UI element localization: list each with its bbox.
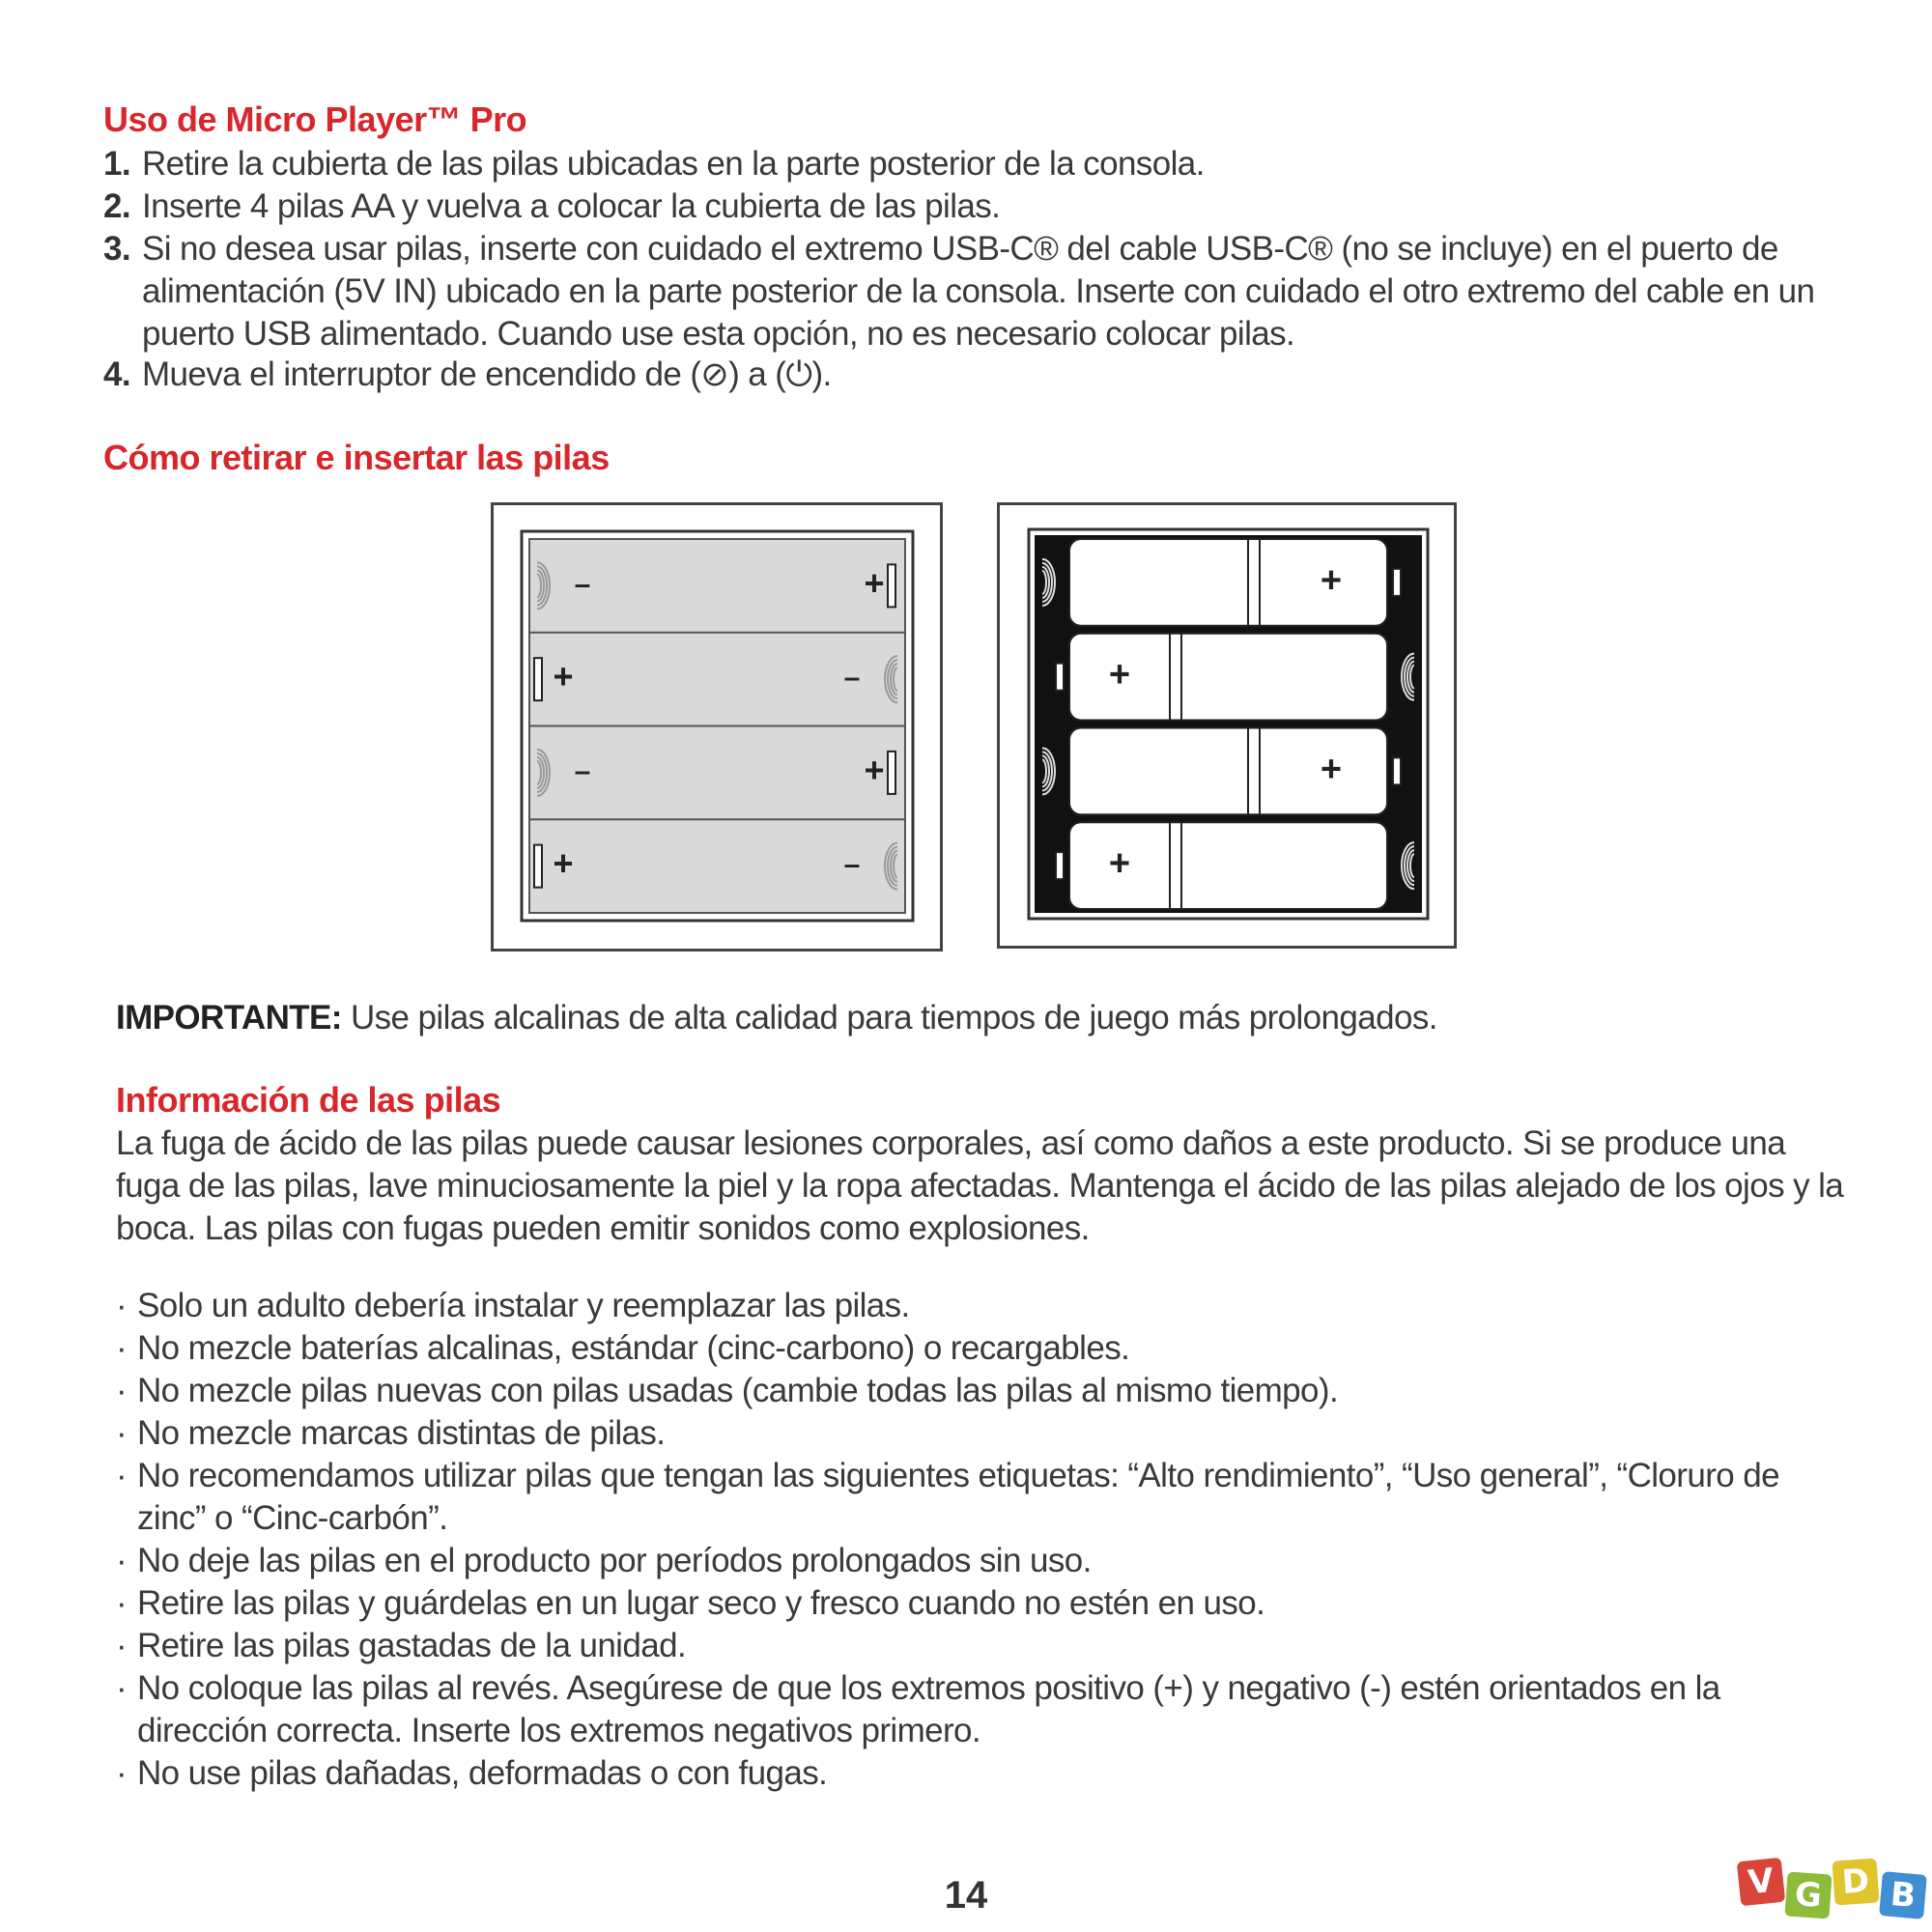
bullet-icon: ·: [116, 1627, 128, 1664]
plus-sign: +: [553, 656, 574, 696]
bullet-icon: ·: [116, 1372, 128, 1409]
plus-sign: +: [864, 562, 885, 603]
minus-sign: –: [843, 848, 861, 881]
section-title-battery: Cómo retirar e insertar las pilas: [103, 438, 610, 477]
full-compartment-illustration: [1000, 505, 1454, 946]
step-4: [103, 354, 1842, 396]
terminal-plate: [534, 658, 542, 700]
step-number: 3.: [103, 230, 130, 268]
bullet-icon: ·: [116, 1754, 128, 1792]
step-2: [103, 185, 1842, 228]
list-item: [116, 1285, 1835, 1327]
step-text: Inserte 4 pilas AA y vuelva a colocar la cubierta de las pilas.: [142, 187, 1001, 225]
terminal-plate: [888, 752, 895, 794]
terminal-plate: [888, 564, 895, 607]
list-item: [116, 1625, 1835, 1667]
list-item-text: Retire las pilas y guárdelas en un lugar seco y fresco cuando no estén en uso.: [137, 1584, 1265, 1622]
step-text: Si no desea usar pilas, inserte con cuidado el extremo USB-C® del cable USB-C® (no se incluye) en el puerto de alimentación (5V IN) ubicado en la parte posterior de la consola. Inserte con cuidado el otro extremo del cable en un puerto USB alimentado. Cuando use esta opción, no es necesario colocar pilas.: [142, 230, 1815, 353]
minus-sign: –: [574, 568, 591, 601]
bullet-icon: ·: [116, 1287, 128, 1324]
step-number: 2.: [103, 187, 130, 225]
battery-nub: [1056, 852, 1064, 879]
plus-sign: +: [1108, 843, 1131, 885]
plus-sign: +: [553, 843, 574, 884]
list-item-text: No mezcle marcas distintas de pilas.: [137, 1414, 666, 1452]
battery-nub: [1393, 569, 1401, 596]
step-number: 1.: [103, 145, 130, 183]
plus-sign: +: [1108, 654, 1131, 696]
battery-nub: [1056, 664, 1064, 691]
step-text: Retire la cubierta de las pilas ubicadas en la parte posterior de la consola.: [142, 145, 1205, 183]
logo-letter: B: [1879, 1871, 1927, 1919]
section-title-info: Información de las pilas: [116, 1080, 501, 1120]
list-item: [116, 1370, 1835, 1412]
empty-compartment-illustration: [494, 505, 940, 949]
bullet-icon: ·: [116, 1329, 128, 1367]
battery-compartment-full: [997, 502, 1457, 949]
minus-sign: –: [574, 754, 591, 787]
list-item: [116, 1455, 1835, 1540]
list-item: [116, 1327, 1835, 1370]
battery-nub: [1393, 757, 1401, 784]
bullet-icon: ·: [116, 1414, 128, 1452]
bullet-icon: ·: [116, 1542, 128, 1579]
list-item-text: No coloque las pilas al revés. Asegúrese de que los extremos positivo (+) y negativo (-) estén orientados en la dirección correcta. Inserte los extremos negativos primero.: [137, 1669, 1720, 1749]
list-item-text: Solo un adulto debería instalar y reemplazar las pilas.: [137, 1287, 910, 1324]
logo-letter: D: [1832, 1858, 1879, 1905]
logo-letter: V: [1737, 1858, 1786, 1907]
important-note: [116, 997, 1437, 1039]
minus-sign: –: [843, 662, 861, 695]
battery-safety-list: [116, 1285, 1835, 1795]
plus-sign: +: [1320, 749, 1343, 790]
plus-sign: +: [1320, 559, 1343, 601]
list-item-text: Retire las pilas gastadas de la unidad.: [137, 1627, 687, 1664]
list-item-text: No recomendamos utilizar pilas que tengan las siguientes etiquetas: “Alto rendimiento”, “Uso general”, “Cloruro de zinc” o “Cinc-carbón”.: [137, 1457, 1779, 1537]
bullet-icon: ·: [116, 1669, 128, 1707]
list-item-text: No use pilas dañadas, deformadas o con fugas.: [137, 1754, 828, 1792]
list-item: [116, 1412, 1835, 1455]
list-item: [116, 1667, 1835, 1752]
section-title-usage: Uso de Micro Player™ Pro: [103, 99, 527, 139]
terminal-plate: [534, 845, 542, 888]
bullet-icon: ·: [116, 1584, 128, 1622]
step-number: 4.: [103, 355, 130, 393]
step-1: [103, 143, 1842, 185]
list-item-text: No mezcle pilas nuevas con pilas usadas (cambie todas las pilas al mismo tiempo).: [137, 1372, 1339, 1409]
page-number: 14: [944, 1874, 988, 1917]
list-item: [116, 1752, 1835, 1795]
list-item-text: No deje las pilas en el producto por períodos prolongados sin uso.: [137, 1542, 1092, 1579]
vgdb-logo: [1739, 1860, 1932, 1932]
plus-sign: +: [864, 750, 885, 790]
bullet-icon: ·: [116, 1457, 128, 1494]
important-label: IMPORTANTE:: [116, 999, 342, 1037]
info-paragraph: La fuga de ácido de las pilas puede causar lesiones corporales, así como daños a este producto. Si se produce una fuga de las pilas, lave minuciosamente la piel y la ropa afectadas. Mantenga el ácido de las pilas alejado de los ojos y la boca. Las pilas con fugas pueden emitir sonidos como explosiones.: [116, 1124, 1844, 1247]
list-item: [116, 1540, 1835, 1582]
battery-compartment-empty: [491, 502, 943, 952]
step-3: [103, 228, 1823, 355]
important-text: Use pilas alcalinas de alta calidad para tiempos de juego más prolongados.: [341, 999, 1437, 1037]
step-text: Mueva el interruptor de encendido de (⊘) a (⏻).: [142, 355, 832, 393]
list-item-text: No mezcle baterías alcalinas, estándar (cinc-carbono) o recargables.: [137, 1329, 1130, 1367]
logo-letter: G: [1784, 1871, 1832, 1918]
list-item: [116, 1582, 1835, 1625]
